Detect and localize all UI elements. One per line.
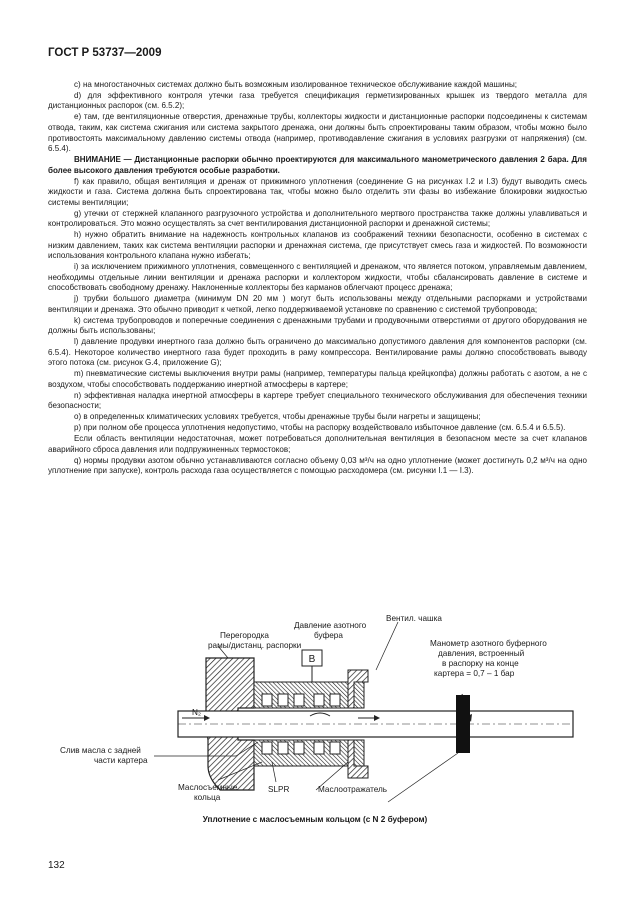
paragraph: e) там, где вентиляционные отверстия, дренажные трубы, коллекторы жидкости и дистанционные распорки подсоединены к системам отвода, таким, как система сжигания или система закрытого дренажа, они должны быть спроектированы таким образом, чтобы можно было противостоять максимальному давлению системы отвода (например, противодавление сжигания в условиях разгрузки от напряжения) (см. 6.5.4). xyxy=(48,112,587,154)
paragraph: n) эффективная наладка инертной атмосферы в картере требует специального технического обслуживания для обеспечения техники безопасности; xyxy=(48,390,587,411)
manometer-label-2: давления, встроенный xyxy=(438,649,525,658)
oil-deflector-shape xyxy=(456,695,470,753)
slpr-label: SLPR xyxy=(268,785,290,794)
paragraph: p) при полном обе процесса уплотнения недопустимо, чтобы на распорку воздействовало избыточное давление (см. 6.5.4 и 6.5.5). xyxy=(74,423,566,433)
figure-caption: Уплотнение с маслосъемным кольцом (с N 2 буфером) xyxy=(202,815,428,824)
body-text xyxy=(48,80,587,477)
paragraph: c) на многостаночных системах должно быть возможным изолированное техническое обслуживание каждой машины; xyxy=(74,80,517,89)
paragraph: Если область вентиляции недостаточная, может потребоваться дополнительная вентиляция в безопасном месте за счет клапанов аварийного сброса давления или подпружиненных термостоков; xyxy=(48,434,587,454)
paragraph: i) за исключением прижимного уплотнения, совмещенного с вентиляцией и дренажом, что является потоком, управляемым давлением, необходимы отдельные линии вентиляции и дренажа распорки и коллектором жидкости, чтобы сбалансировать давление в системе и способствовать свободному дренажу. Наклоненные коллекторы без карманов облегчают процесс дренажа; xyxy=(48,262,587,293)
paragraph: l) давление продувки инертного газа должно быть ограничено до максимально допустимого давления для компонентов распорки (см. 6.5.4). Некоторое количество инертного газа будет проходить в раму компрессора. Вентилирование рамы должно способствовать выводу этого потока (см. рисунок G.4, приложение G); xyxy=(48,337,587,368)
n2-pressure-label-2: буфера xyxy=(314,631,343,640)
partition-label-1: Перегородка xyxy=(220,631,269,640)
n2-pressure-label-1: Давление азотного xyxy=(294,621,367,630)
oil-rings-label-2: кольца xyxy=(194,793,221,802)
seal-figure xyxy=(58,612,578,812)
manometer-label-4: картера = 0,7 – 1 бар xyxy=(434,669,515,678)
vent-cup-label: Вентил. чашка xyxy=(386,614,442,623)
paragraph: m) пневматические системы выключения внутри рамы (например, температуры пальца крейцкопфа) должны работать с азотом, а не с воздухом, чтобы способствовать поддержанию инертной атмосферы в картере; xyxy=(48,369,587,389)
paragraph: f) как правило, общая вентиляция и дренаж от прижимного уплотнения (соединение G на рисунках I.2 и I.3) будут выводить смесь жидкости и газа. Система должна быть спроектирована так, чтобы можно было отделить эти фазы во избежание блокировки жидкостью системы вентиляции; xyxy=(48,176,587,207)
b-box-label: B xyxy=(308,654,316,665)
oil-rings-label-1: Маслосъемные xyxy=(178,783,238,792)
manometer-label-3: в распорку на конце xyxy=(442,659,519,668)
partition-label-2: рамы/дистанц. распорки xyxy=(208,641,302,650)
paragraph: j) трубки большого диаметра (минимум DN 20 мм ) могут быть использованы между отдельными распорками и устройствами вентиляции и дренажа. Это обычно приводит к четкой, легко поддерживаемой установке по сравнению с системой трубопровода; xyxy=(48,294,587,314)
oil-deflector-label: Маслоотражатель xyxy=(318,785,388,794)
paragraph: k) система трубопроводов и поперечные соединения с дренажными трубами и продувочными отверстиями от другого оборудования не должны быть использованы; xyxy=(48,315,587,336)
paragraph: o) в определенных климатических условиях требуется, чтобы дренажные трубы были нагреты и защищены; xyxy=(74,412,481,422)
page-number: 132 xyxy=(48,860,65,871)
paragraph: q) нормы продувки азотом обычно устанавливаются согласно объему 0,03 м³/ч на одно уплотнение (может достигнуть 0,2 м³/ч на одно уплотнение при запуске), контроль расхода газа осуществляется с помощью расходомера (см. рисунки I.1 — I.3). xyxy=(48,455,587,476)
manometer-label-1: Манометр азотного буферного xyxy=(430,639,547,648)
oil-drain-label-2: части картера xyxy=(94,756,148,765)
document-header: ГОСТ Р 53737—2009 xyxy=(48,47,162,59)
n2-flow-label: N₂ xyxy=(192,708,202,717)
warning-paragraph: ВНИМАНИЕ — Дистанционные распорки обычно проектируются для максимального манометрического давления 2 бара. Для более высокого давления требуются особые разработки. xyxy=(48,155,587,175)
paragraph: d) для эффективного контроля утечки газа требуется спецификация герметизированных крышек из твердого металла для дистанционных распорок (см. 6.5.2); xyxy=(48,90,587,111)
oil-drain-label-1: Слив масла с задней xyxy=(60,746,141,755)
paragraph: h) нужно обратить внимание на надежность контрольных клапанов из соображений техники безопасности, особенно в системах с низким давлением, таких как система вентиляции распорки и дренажная система, где присутствует смесь газа и жидкостей. По возможности использования контрольного клапана нужно избегать; xyxy=(48,230,587,261)
paragraph: g) утечки от стержней клапанного разгрузочного устройства и дополнительного мертвого пространства также должны улавливаться и контролироваться. Это можно осуществлять за счет вентилирования дистанционной распорки и дренажной системы; xyxy=(48,208,587,229)
